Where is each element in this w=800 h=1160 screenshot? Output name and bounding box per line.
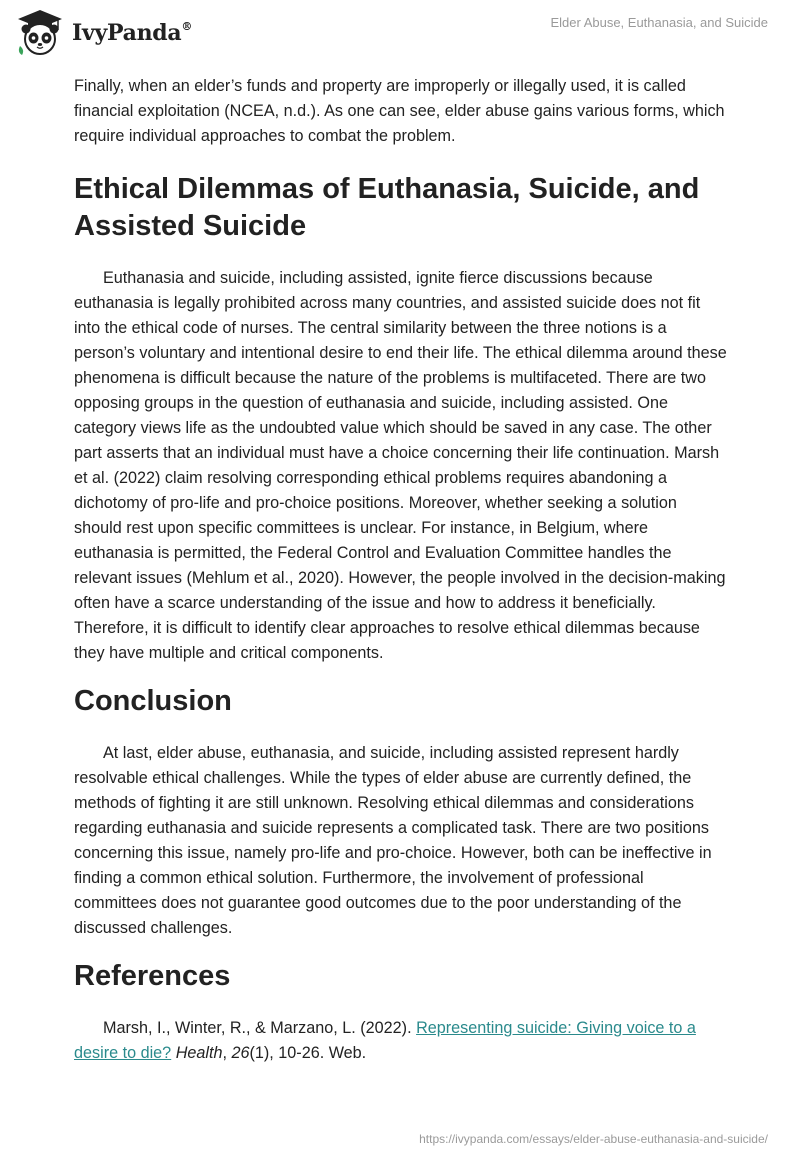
reference-title-link[interactable]: Representing suicide: Giving voice to a desire to die? xyxy=(74,1019,696,1062)
footer-url[interactable]: https://ivypanda.com/essays/elder-abuse-euthanasia-and-suicide/ xyxy=(419,1132,768,1146)
panda-mascot-icon xyxy=(14,8,66,58)
conclusion-heading: Conclusion xyxy=(74,685,232,717)
intro-paragraph: Finally, when an elder’s funds and property are improperly or illegally used, it is called financial exploitation (NCEA, n.d.). As one can see, elder abuse gains various forms, which require individual approaches to combat the problem. xyxy=(74,77,725,145)
reference-authors: Marsh, I., Winter, R., & Marzano, L. (2022). xyxy=(103,1019,417,1037)
article-body xyxy=(74,66,728,1066)
ivypanda-logo[interactable] xyxy=(14,8,192,58)
conclusion-paragraph: At last, elder abuse, euthanasia, and suicide, including assisted represent hardly resolvable ethical challenges. While the types of elder abuse are currently defined, the methods of fighting it are still unknown. Resolving ethical dilemmas and considerations regarding euthanasia and suicide represents a complicated task. There are two positions concerning this issue, namely pro-life and pro-choice. However, both can be ineffective in finding a common ethical solution. Furthermore, the involvement of professional committees does not guarantee good outcomes due to the poor understanding of the discussed challenges. xyxy=(74,744,712,937)
ethics-paragraph: Euthanasia and suicide, including assisted, ignite fierce discussions because euthanasia is legally prohibited across many countries, and assisted suicide does not fit into the ethical code of nurses. The central similarity between the three notions is a person’s voluntary and intentional desire to end their life. The ethical dilemma around these phenomena is difficult because the nature of the problems is multifaceted. There are two opposing groups in the question of euthanasia and suicide, including assisted. One category views life as the undoubted value which should be saved in any case. The other part asserts that an individual must have a choice concerning their life continuation. Marsh et al. (2022) claim resolving corresponding ethical problems requires abandoning a dichotomy of pro-life and pro-choice positions. Moreover, whether seeking a solution should rest upon specific committees is unclear. For instance, in Belgium, where euthanasia is permitted, the Federal Control and Evaluation Committee handles the relevant issues (Mehlum et al., 2020). However, the people involved in the decision-making often have a scarce understanding of the issue and how to address it beneficially. Therefore, it is difficult to identify clear approaches to resolve ethical dilemmas because they have multiple and critical components. xyxy=(74,269,727,662)
registered-mark: ® xyxy=(181,19,193,33)
reference-item: Marsh, I., Winter, R., & Marzano, L. (2022). Representing suicide: Giving voice to a desire to die? Health, 26(1), 10-26. Web. xyxy=(74,1019,696,1062)
reference-volume: 26 xyxy=(231,1044,250,1062)
logo-wordmark: IvyPanda® xyxy=(72,19,193,46)
document-title: Elder Abuse, Euthanasia, and Suicide xyxy=(550,15,768,30)
reference-issue-pages: (1), 10-26. Web. xyxy=(249,1044,367,1062)
page-header xyxy=(0,0,800,66)
ethics-heading: Ethical Dilemmas of Euthanasia, Suicide, and Assisted Suicide xyxy=(74,173,700,242)
reference-journal: Health xyxy=(175,1044,223,1062)
references-heading: References xyxy=(74,960,231,992)
